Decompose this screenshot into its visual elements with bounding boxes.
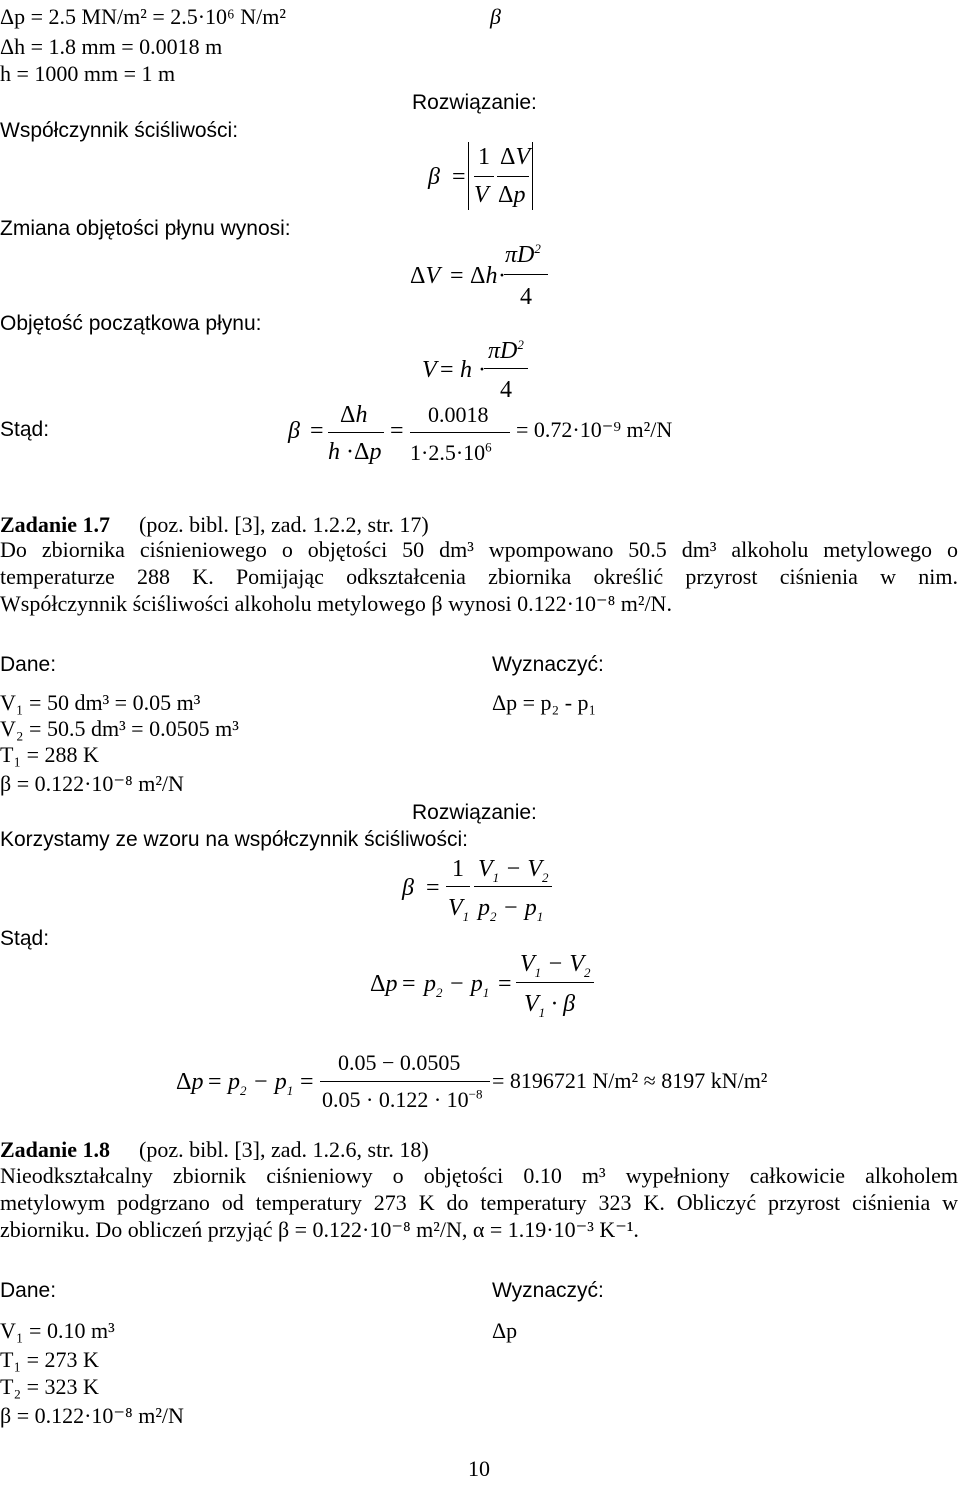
given-h: h = 1000 mm = 1 m (0, 61, 176, 86)
stad-label-1: Stąd: (0, 418, 50, 441)
zad18-ref: (poz. bibl. [3], zad. 1.2.6, str. 18) (139, 1137, 429, 1162)
zad17-header (0, 514, 429, 536)
zad17-dane-label: Dane: (0, 653, 57, 676)
zad18-line: metylowym podgrzano od temperatury 273 K do temperatury 323 K. Obliczyć przyrost ciśnienia w (0, 1190, 958, 1215)
zad18-text (0, 1162, 958, 1243)
zmiana-label: Zmiana objętości płynu wynosi: (0, 217, 291, 240)
zad17-text (0, 536, 958, 617)
zad17-wyznaczyc-label: Wyznaczyć: (492, 653, 604, 676)
beta-symbol: β (490, 4, 501, 29)
zad18-given-v1: V₁ = 0.10 m³ (0, 1318, 115, 1343)
rozwiazanie-label-1: Rozwiązanie: (412, 91, 537, 114)
zad17-ref: (poz. bibl. [3], zad. 1.2.2, str. 17) (139, 512, 429, 537)
korzystamy-label: Korzystamy ze wzoru na współczynnik ściśliwości: (0, 828, 468, 851)
zad17-title: Zadanie 1.7 (0, 512, 111, 537)
objetosc-label: Objętość początkowa płynu: (0, 312, 262, 335)
zad18-header (0, 1139, 429, 1161)
zad18-dane-label: Dane: (0, 1279, 57, 1302)
zad17-given-v1: V₁ = 50 dm³ = 0.05 m³ (0, 690, 201, 715)
zad17-given-v2: V₂ = 50.5 dm³ = 0.0505 m³ (0, 716, 239, 741)
wspolczynnik-label: Współczynnik ściśliwości: (0, 119, 239, 142)
zad17-line: Do zbiornika ciśnieniowego o objętości 50 dm³ wpompowano 50.5 dm³ alkoholu metylowego o (0, 537, 958, 562)
zad18-title: Zadanie 1.8 (0, 1137, 111, 1162)
stad-label-2: Stąd: (0, 927, 50, 950)
zad18-wyznaczyc-label: Wyznaczyć: (492, 1279, 604, 1302)
zad17-given-t1: T₁ = 288 K (0, 742, 99, 767)
result-1: = 0.72·10⁻⁹ m²/N (516, 417, 673, 442)
zad18-line: Nieodkształcalny zbiornik ciśnieniowy o objętości 0.10 m³ wypełniony całkowicie alkoholem (0, 1163, 958, 1188)
zad18-given-beta: β = 0.122·10⁻⁸ m²/N (0, 1403, 184, 1428)
given-dh: Δh = 1.8 mm = 0.0018 m (0, 34, 223, 59)
zad18-line: zbiorniku. Do obliczeń przyjąć β = 0.122·10⁻⁸ m²/N, α = 1.19·10⁻³ K⁻¹. (0, 1217, 639, 1242)
zad17-line: Współczynnik ściśliwości alkoholu metylowego β wynosi 0.122·10⁻⁸ m²/N. (0, 591, 672, 616)
zad18-find: Δp (492, 1318, 518, 1343)
zad18-given-t1: T₁ = 273 K (0, 1347, 99, 1372)
page-number: 10 (468, 1456, 490, 1481)
rozwiazanie-label-2: Rozwiązanie: (412, 801, 537, 824)
zad17-line: temperaturze 288 K. Pomijając odkształcenia zbiornika określić przyrost ciśnienia w nim. (0, 564, 958, 589)
zad18-given-t2: T₂ = 323 K (0, 1374, 99, 1399)
given-dp: Δp = 2.5 MN/m² = 2.5·10⁶ N/m² (0, 4, 286, 29)
zad17-find: Δp = p₂ - p₁ (492, 690, 597, 715)
zad17-final: = 8196721 N/m² ≈ 8197 kN/m² (492, 1068, 768, 1093)
zad17-given-beta: β = 0.122·10⁻⁸ m²/N (0, 771, 184, 796)
